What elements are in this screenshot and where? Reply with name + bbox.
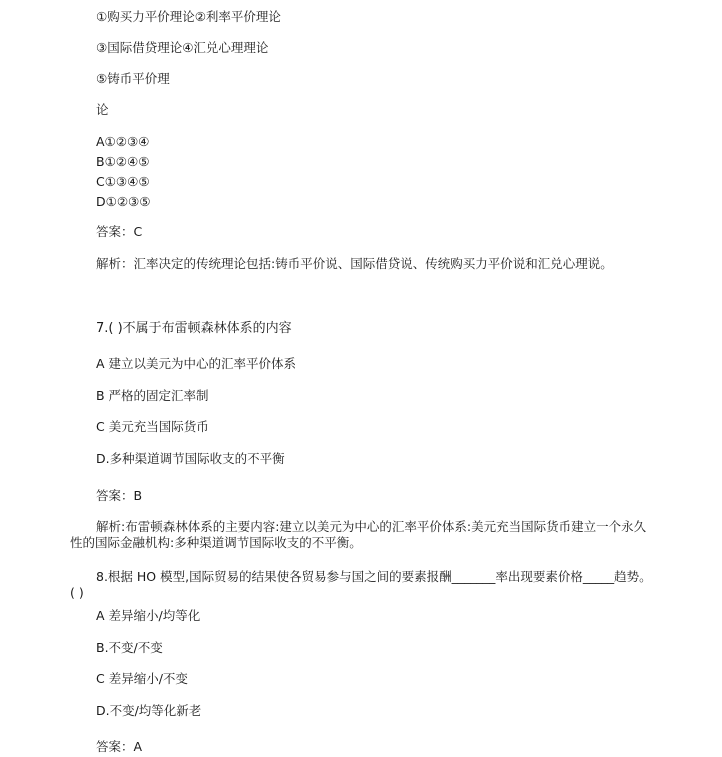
q6-choice-c: C①③④⑤ — [96, 174, 150, 189]
q6-answer: 答案：C — [96, 224, 143, 239]
q8-option-d: D.不变/均等化新老 — [96, 703, 202, 718]
q7-answer: 答案：B — [96, 488, 143, 503]
q8-option-a: A 差异缩小/均等化 — [96, 608, 201, 623]
q6-choice-d: D①②③⑤ — [96, 194, 151, 209]
q8-answer: 答案：A — [96, 739, 143, 754]
q8-option-b: B.不变/不变 — [96, 640, 163, 655]
q6-choice-a: A①②③④ — [96, 134, 150, 149]
q8-question-line-1: 8.根据 HO 模型,国际贸易的结果使各贸易参与国之间的要素报酬_______率出现要素价格_____趋势。 — [96, 569, 652, 584]
q6-options-line-2: ③国际借贷理论④汇兑心理理论 — [96, 40, 269, 55]
q6-options-line-4: 论 — [96, 102, 109, 117]
q7-analysis-line-1: 解析:布雷顿森林体系的主要内容:建立以美元为中心的汇率平价体系:美元充当国际货币建立一个永久 — [96, 519, 647, 534]
q8-question-line-2: ( ) — [70, 585, 84, 600]
q7-question: 7.( )不属于布雷顿森林体系的内容 — [96, 321, 292, 336]
q8-option-c: C 差异缩小/不变 — [96, 671, 188, 686]
q7-option-b: B 严格的固定汇率制 — [96, 388, 209, 403]
q6-choice-b: B①②④⑤ — [96, 154, 150, 169]
q7-option-a: A 建立以美元为中心的汇率平价体系 — [96, 356, 297, 371]
q7-option-c: C 美元充当国际货币 — [96, 419, 209, 434]
q6-analysis: 解析：汇率决定的传统理论包括:铸币平价说、国际借贷说、传统购买力平价说和汇兑心理说。 — [96, 256, 613, 271]
q6-options-line-1: ①购买力平价理论②利率平价理论 — [96, 9, 281, 24]
q7-analysis-line-2: 性的国际金融机构:多种渠道调节国际收支的不平衡。 — [70, 535, 362, 550]
q7-option-d: D.多种渠道调节国际收支的不平衡 — [96, 451, 285, 466]
q6-options-line-3: ⑤铸币平价理 — [96, 71, 170, 86]
